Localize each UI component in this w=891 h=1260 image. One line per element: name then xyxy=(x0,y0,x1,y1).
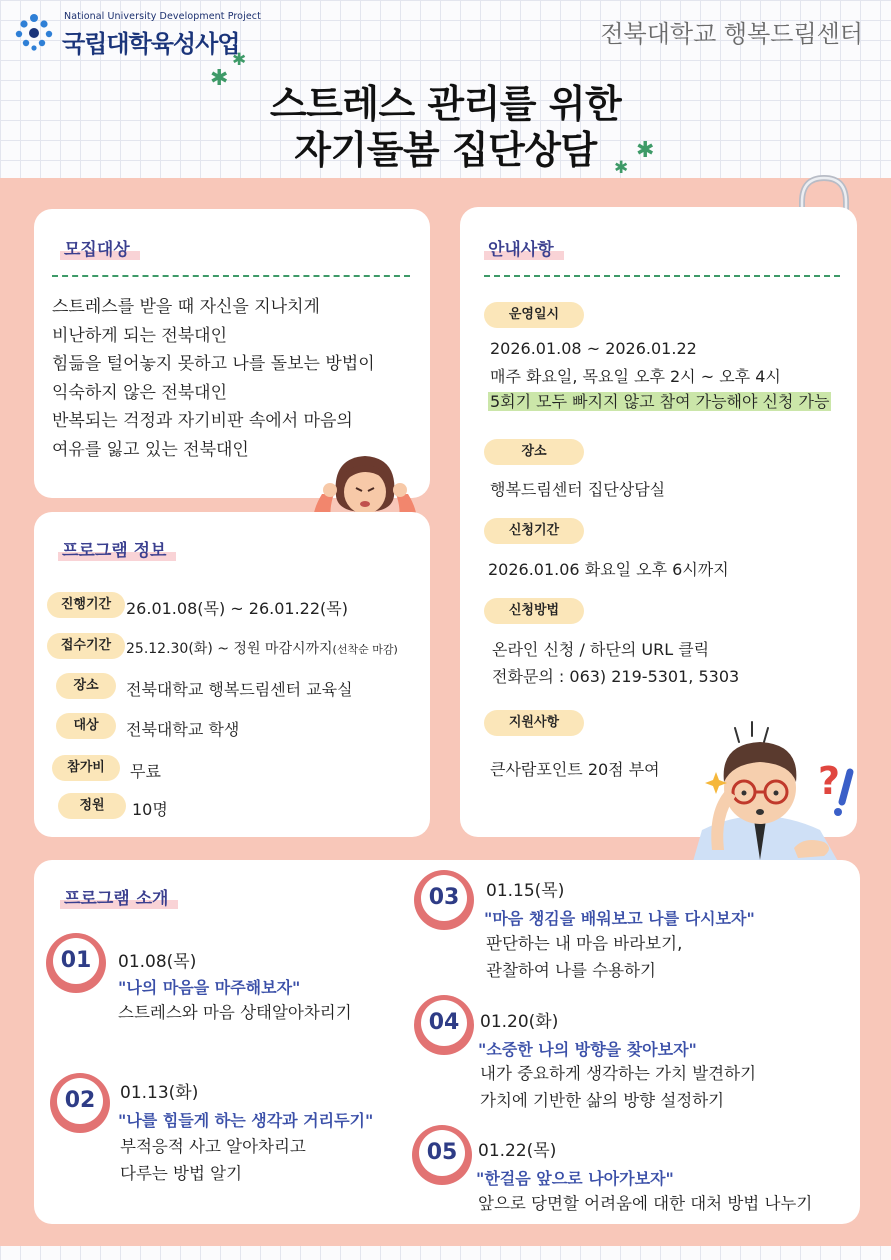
notice-schedule-line: 2026.01.08 ~ 2026.01.22 xyxy=(490,339,697,358)
session-title: "나를 힘들게 하는 생각과 거리두기" xyxy=(118,1111,374,1130)
notice-label-support: 지원사항 xyxy=(484,710,584,736)
notice-place-value: 행복드림센터 집단상담실 xyxy=(490,480,666,499)
recruit-heading: 모집대상 xyxy=(64,235,130,260)
notice-method-line: 전화문의 : 063) 219-5301, 5303 xyxy=(492,667,740,686)
session-date: 01.20(화) xyxy=(480,1012,559,1032)
sparkle-icon: ✱ xyxy=(232,50,247,70)
info-label-period: 진행기간 xyxy=(47,592,125,618)
session-title: "나의 마음을 마주해보자" xyxy=(118,978,301,997)
sparkle-icon: ✱ xyxy=(614,158,629,178)
session-description: 스트레스와 마음 상태알아차리기 xyxy=(118,1003,352,1022)
notice-label-method: 신청방법 xyxy=(484,598,584,624)
notice-method-line: 온라인 신청 / 하단의 URL 클릭 xyxy=(492,640,710,659)
info-label-target: 대상 xyxy=(56,713,116,739)
notice-schedule-requirement: 5회기 모두 빠지지 않고 참여 가능해야 신청 가능 xyxy=(490,392,830,411)
info-value-fee: 무료 xyxy=(130,762,161,781)
info-label-fee: 참가비 xyxy=(52,755,120,781)
info-value-apply: 25.12.30(화) ~ 정원 마감시까지(선착순 마감) xyxy=(126,641,398,657)
info-value-place: 전북대학교 행복드림센터 교육실 xyxy=(126,680,353,699)
session-number-badge: 04 xyxy=(414,995,474,1055)
notice-support-value: 큰사람포인트 20점 부여 xyxy=(490,760,660,779)
page-title-line1: 스트레스 관리를 위한 xyxy=(269,82,622,126)
confused-man-illustration xyxy=(690,720,865,865)
session-description: 내가 중요하게 생각하는 가치 발견하기 가치에 기반한 삶의 방향 설정하기 xyxy=(480,1064,757,1110)
svg-text:?: ? xyxy=(818,759,841,803)
divider xyxy=(484,275,840,277)
program-info-heading: 프로그램 정보 xyxy=(62,536,166,561)
logo-subtitle: National University Development Project xyxy=(64,11,261,22)
session-date: 01.08(목) xyxy=(118,952,197,972)
program-info-card xyxy=(34,512,430,837)
session-number-badge: 01 xyxy=(46,933,106,993)
notice-schedule-line: 매주 화요일, 목요일 오후 2시 ~ 오후 4시 xyxy=(490,367,781,386)
session-description: 판단하는 내 마음 바라보기, 관찰하여 나를 수용하기 xyxy=(486,934,683,980)
session-title: "소중한 나의 방향을 찾아보자" xyxy=(478,1040,697,1059)
session-date: 01.15(목) xyxy=(486,881,565,901)
notice-label-period: 신청기간 xyxy=(484,518,584,544)
university-project-logo xyxy=(12,8,262,56)
session-date: 01.13(화) xyxy=(120,1083,199,1103)
notice-label-place: 장소 xyxy=(484,439,584,465)
page-title-line2: 자기돌봄 집단상담 xyxy=(294,128,597,172)
info-label-capacity: 정원 xyxy=(58,793,126,819)
info-value-period: 26.01.08(목) ~ 26.01.22(목) xyxy=(126,599,348,618)
info-value-capacity: 10명 xyxy=(132,800,168,819)
session-date: 01.22(목) xyxy=(478,1141,557,1161)
sparkle-icon: ✱ xyxy=(210,66,229,91)
info-label-place: 장소 xyxy=(56,673,116,699)
notice-label-schedule: 운영일시 xyxy=(484,302,584,328)
notice-period-value: 2026.01.06 화요일 오후 6시까지 xyxy=(488,560,729,579)
session-number-badge: 02 xyxy=(50,1073,110,1133)
session-number-badge: 05 xyxy=(412,1125,472,1185)
sparkle-icon: ✱ xyxy=(636,138,655,163)
divider xyxy=(52,275,410,277)
notice-heading: 안내사항 xyxy=(488,235,554,260)
info-value-target: 전북대학교 학생 xyxy=(126,720,240,739)
logo-mark-icon xyxy=(12,10,56,52)
recruit-text: 스트레스를 받을 때 자신을 지나치게 비난하게 되는 전북대인 힘듦을 털어놓지 못하고 나를 돌보는 방법이 익숙하지 않은 전북대인 반복되는 걱정과 자기비판 속에서 마음의 여유를 잃고 있는 전북대인 xyxy=(52,297,375,460)
session-title: "한걸음 앞으로 나아가보자" xyxy=(476,1169,674,1188)
session-title: "마음 챙김을 배워보고 나를 다시보자" xyxy=(484,909,755,928)
center-name: 전북대학교 행복드림센터 xyxy=(600,20,863,48)
logo-title: 국립대학육성사업 xyxy=(62,30,240,58)
session-description: 앞으로 당면할 어려움에 대한 대처 방법 나누기 xyxy=(478,1194,813,1213)
session-description: 부적응적 사고 알아차리고 다루는 방법 알기 xyxy=(120,1137,306,1183)
program-intro-heading: 프로그램 소개 xyxy=(64,884,168,909)
session-number-badge: 03 xyxy=(414,870,474,930)
info-label-apply: 접수기간 xyxy=(47,633,125,659)
